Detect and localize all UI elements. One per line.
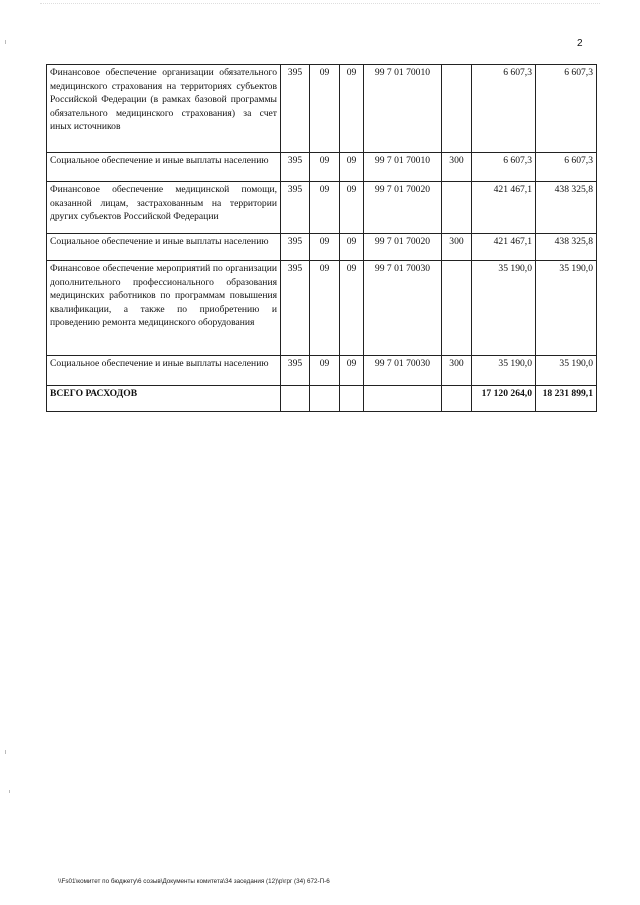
sum-year-2: 438 325,8 — [536, 182, 597, 234]
section-code: 09 — [310, 65, 340, 153]
target-article: 99 7 01 70010 — [364, 153, 442, 182]
subsection-code: 09 — [340, 234, 364, 261]
sum-year-2: 35 190,0 — [536, 356, 597, 386]
row-name: Социальное обеспечение и иные выплаты населению — [47, 234, 281, 261]
section-code: 09 — [310, 182, 340, 234]
scan-top-edge — [40, 3, 600, 8]
total-sum-year-2: 18 231 899,1 — [536, 386, 597, 412]
scan-speck — [9, 790, 10, 793]
ministry-code: 395 — [281, 234, 310, 261]
table-row — [47, 356, 597, 386]
expense-type — [442, 261, 472, 356]
scan-speck — [5, 40, 6, 44]
target-article: 99 7 01 70020 — [364, 234, 442, 261]
sum-year-2: 438 325,8 — [536, 234, 597, 261]
expense-type: 300 — [442, 153, 472, 182]
subsection-code: 09 — [340, 65, 364, 153]
expenditure-table — [46, 64, 597, 412]
expense-type — [442, 182, 472, 234]
subsection-code: 09 — [340, 356, 364, 386]
subsection-code: 09 — [340, 153, 364, 182]
sum-year-1: 35 190,0 — [472, 261, 536, 356]
total-row — [47, 386, 597, 412]
table-row — [47, 65, 597, 153]
target-article: 99 7 01 70020 — [364, 182, 442, 234]
table-row — [47, 261, 597, 356]
ministry-code: 395 — [281, 182, 310, 234]
scan-speck — [5, 750, 6, 754]
empty-cell — [281, 386, 310, 412]
sum-year-1: 6 607,3 — [472, 153, 536, 182]
ministry-code: 395 — [281, 65, 310, 153]
sum-year-1: 6 607,3 — [472, 65, 536, 153]
section-code: 09 — [310, 261, 340, 356]
expense-type: 300 — [442, 234, 472, 261]
page-number: 2 — [577, 38, 583, 49]
sum-year-2: 35 190,0 — [536, 261, 597, 356]
subsection-code: 09 — [340, 261, 364, 356]
sum-year-1: 421 467,1 — [472, 234, 536, 261]
empty-cell — [442, 386, 472, 412]
empty-cell — [310, 386, 340, 412]
table-row — [47, 153, 597, 182]
ministry-code: 395 — [281, 261, 310, 356]
empty-cell — [340, 386, 364, 412]
row-name: Социальное обеспечение и иные выплаты населению — [47, 356, 281, 386]
empty-cell — [364, 386, 442, 412]
table-row — [47, 234, 597, 261]
ministry-code: 395 — [281, 153, 310, 182]
section-code: 09 — [310, 153, 340, 182]
footer-file-path: \\Fs01\комитет по бюджету\6 созыв\Документы комитета\34 заседания (12)\p\грг (34) 672-П-6 — [58, 878, 330, 885]
sum-year-2: 6 607,3 — [536, 153, 597, 182]
sum-year-1: 35 190,0 — [472, 356, 536, 386]
section-code: 09 — [310, 356, 340, 386]
section-code: 09 — [310, 234, 340, 261]
ministry-code: 395 — [281, 356, 310, 386]
table-row — [47, 182, 597, 234]
total-sum-year-1: 17 120 264,0 — [472, 386, 536, 412]
target-article: 99 7 01 70030 — [364, 261, 442, 356]
target-article: 99 7 01 70010 — [364, 65, 442, 153]
row-name: Социальное обеспечение и иные выплаты населению — [47, 153, 281, 182]
row-name: Финансовое обеспечение медицинской помощи, оказанной лицам, застрахованным на территории других субъектов Российской Федерации — [47, 182, 281, 234]
row-name: Финансовое обеспечение организации обязательного медицинского страхования на территориях субъектов Российской Федерации (в рамках базовой программы обязательного медицинского страхования) за счет иных источников — [47, 65, 281, 153]
expense-type — [442, 65, 472, 153]
target-article: 99 7 01 70030 — [364, 356, 442, 386]
sum-year-1: 421 467,1 — [472, 182, 536, 234]
row-name: Финансовое обеспечение мероприятий по организации дополнительного профессионального образования медицинских работников по программам повышения квалификации, а также по приобретению и проведению ремонта медицинского оборудования — [47, 261, 281, 356]
sum-year-2: 6 607,3 — [536, 65, 597, 153]
total-label: ВСЕГО РАСХОДОВ — [47, 386, 281, 412]
expense-type: 300 — [442, 356, 472, 386]
subsection-code: 09 — [340, 182, 364, 234]
